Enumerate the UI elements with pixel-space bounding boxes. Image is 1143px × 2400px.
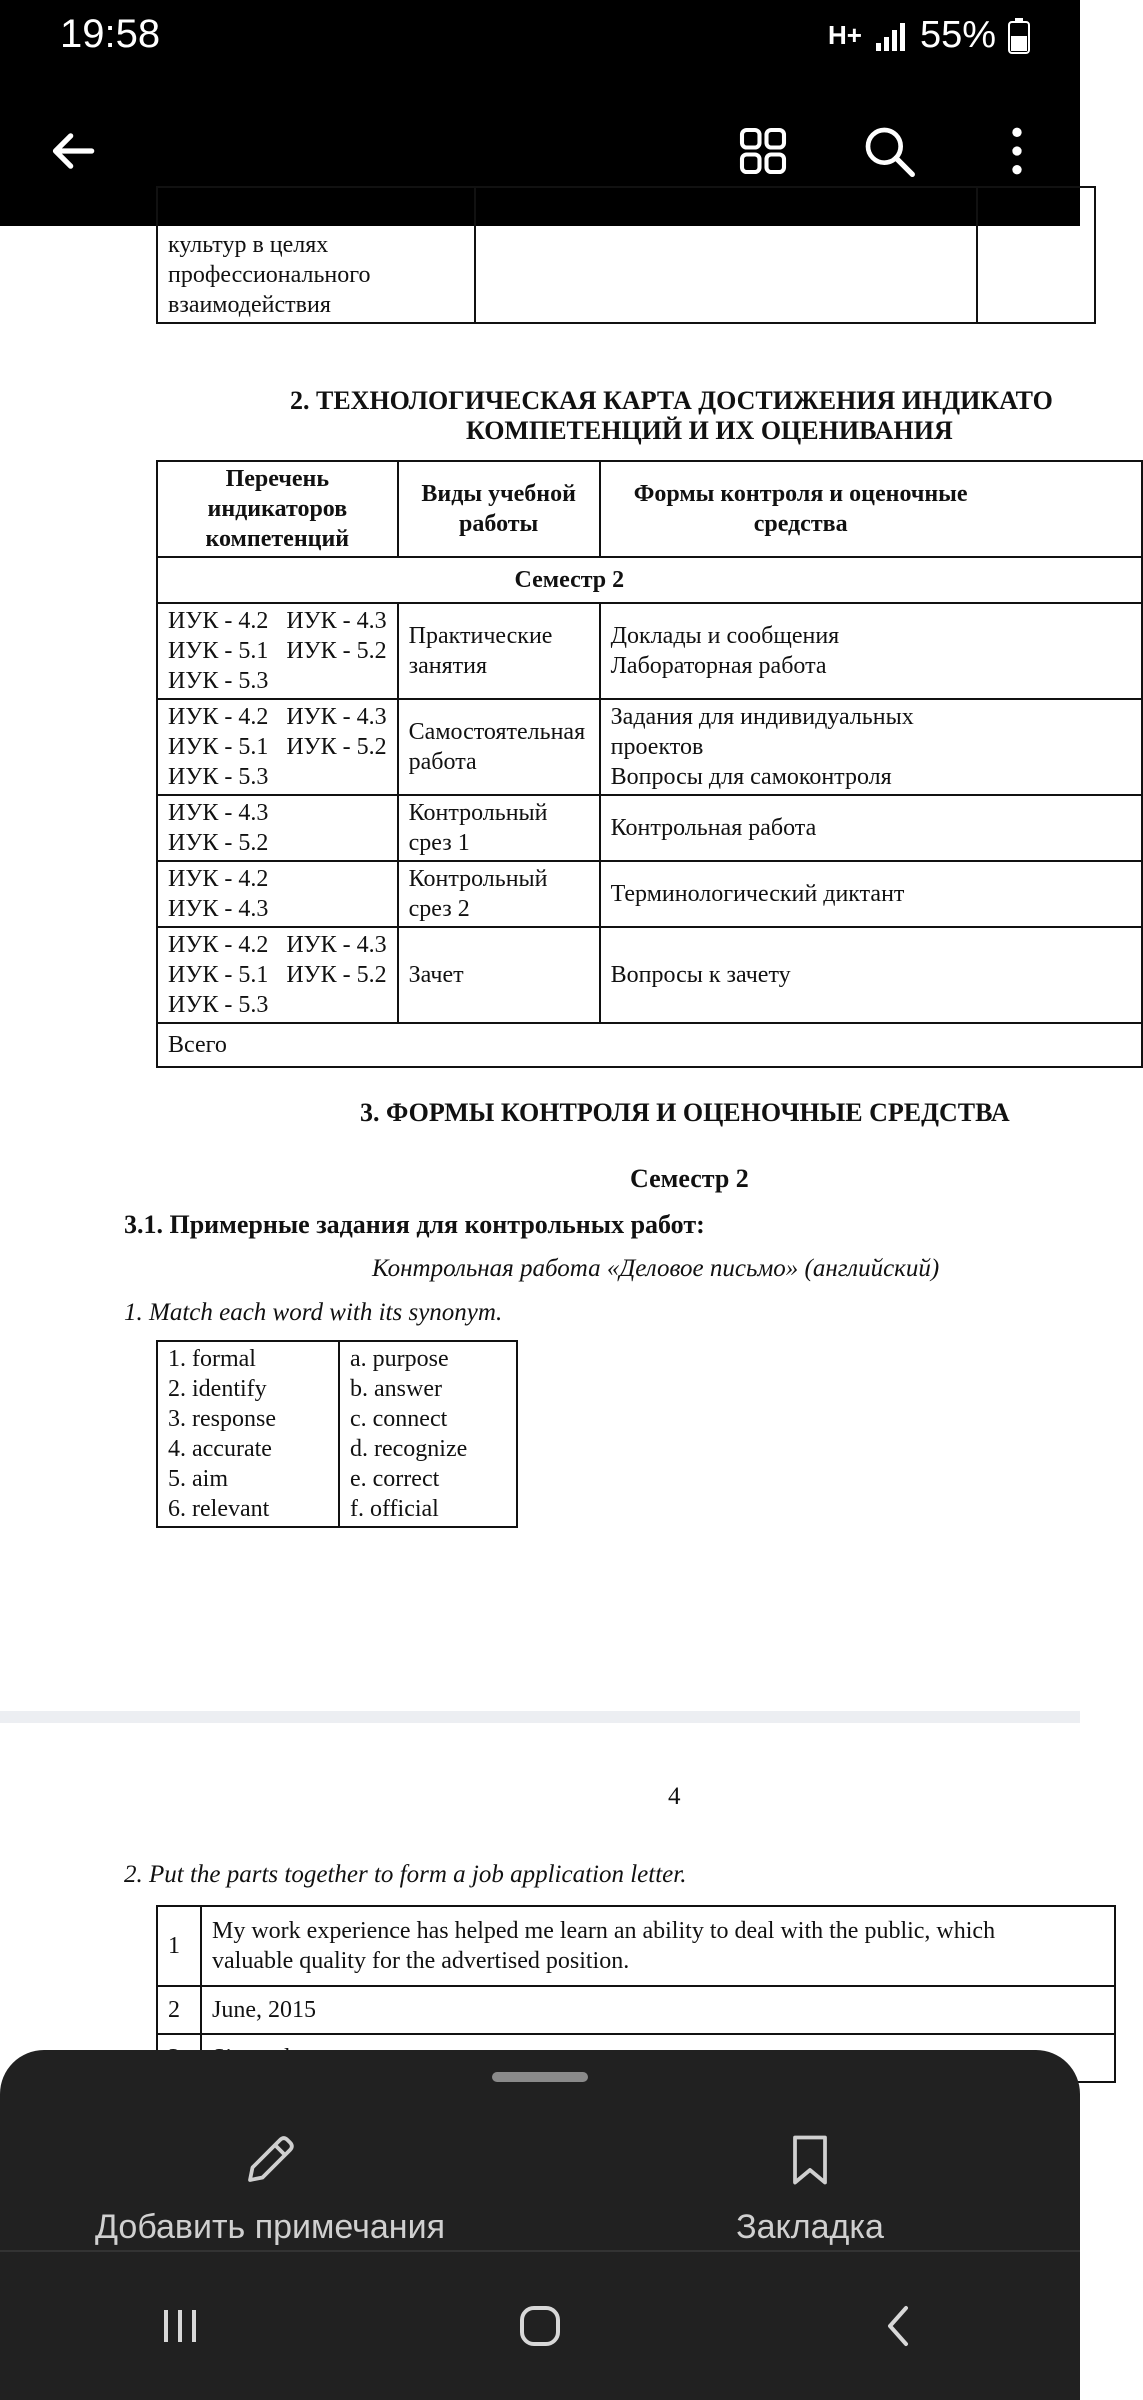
section-title: 3. ФОРМЫ КОНТРОЛЯ И ОЦЕНОЧНЫЕ СРЕДСТВА bbox=[360, 1098, 1010, 1127]
arrow-left-icon bbox=[45, 123, 101, 179]
indicators-cell: ИУК - 4.2 ИУК - 4.3 ИУК - 5.1 ИУК - 5.2 ИУК - 5.3 bbox=[157, 927, 398, 1023]
nav-back-button[interactable] bbox=[720, 2252, 1080, 2400]
table-cell bbox=[475, 187, 977, 323]
form-cell: Доклады и сообщения Лабораторная работа bbox=[600, 603, 1142, 699]
tech-map-table bbox=[156, 460, 1143, 1068]
table-row bbox=[157, 861, 1142, 927]
table-row bbox=[157, 795, 1142, 861]
work-cell: Контрольный срез 1 bbox=[398, 795, 600, 861]
header-control-forms: Формы контроля и оценочные средства bbox=[600, 461, 1142, 557]
header-indicators: Перечень индикаторов компетенций bbox=[157, 461, 398, 557]
document-page bbox=[0, 226, 1080, 1711]
more-vert-icon bbox=[989, 123, 1045, 179]
bookmark-label: Закладка bbox=[736, 2208, 884, 2246]
document-viewer[interactable] bbox=[0, 226, 1080, 2056]
cell-line: профессионального bbox=[168, 262, 371, 288]
page-separator bbox=[0, 1711, 1080, 1723]
form-cell: Вопросы к зачету bbox=[600, 927, 1142, 1023]
network-type-icon: H+ bbox=[827, 20, 862, 50]
work-cell: Контрольный срез 2 bbox=[398, 861, 600, 927]
synonyms-column: a. purpose b. answer c. connect d. recognize e. correct f. official bbox=[339, 1341, 517, 1527]
home-icon bbox=[516, 2302, 564, 2350]
table-cell bbox=[977, 187, 1095, 323]
work-cell: Самостоятельная работа bbox=[398, 699, 600, 795]
bookmark-button[interactable] bbox=[610, 2130, 1010, 2260]
page-number: 4 bbox=[668, 1783, 681, 1810]
table-cell bbox=[157, 187, 475, 323]
form-cell: Задания для индивидуальных проектов Вопросы для самоконтроля bbox=[600, 699, 1142, 795]
cell-line: взаимодействия bbox=[168, 292, 331, 318]
header-work-types: Виды учебной работы bbox=[398, 461, 600, 557]
bookmark-icon bbox=[780, 2130, 840, 2190]
semester-row: Семестр 2 bbox=[157, 557, 1142, 603]
table-row: 1 My work experience has helped me learn an ability to deal with the public, which valuable quality for the advertised position. bbox=[157, 1906, 1115, 1986]
pencil-icon bbox=[240, 2130, 300, 2190]
indicators-cell: ИУК - 4.3 ИУК - 5.2 bbox=[157, 795, 398, 861]
battery-percent: 55% bbox=[919, 14, 996, 56]
work-title: Контрольная работа «Деловое письмо» (английский) bbox=[372, 1255, 940, 1282]
battery-icon bbox=[1008, 18, 1030, 54]
table-row bbox=[157, 699, 1142, 795]
grid-icon bbox=[735, 123, 791, 179]
home-button[interactable] bbox=[360, 2252, 720, 2400]
synonym-table bbox=[156, 1340, 518, 1528]
indicators-cell: ИУК - 4.2 ИУК - 4.3 ИУК - 5.1 ИУК - 5.2 ИУК - 5.3 bbox=[157, 603, 398, 699]
table-row bbox=[157, 603, 1142, 699]
add-notes-button[interactable] bbox=[70, 2130, 470, 2260]
chevron-left-icon bbox=[876, 2302, 924, 2350]
recents-icon bbox=[156, 2302, 204, 2350]
bottom-sheet bbox=[0, 2050, 1080, 2400]
indicators-cell: ИУК - 4.2 ИУК - 4.3 ИУК - 5.1 ИУК - 5.2 ИУК - 5.3 bbox=[157, 699, 398, 795]
total-cell: Всего bbox=[157, 1023, 1142, 1067]
words-column: 1. formal 2. identify 3. response 4. accurate 5. aim 6. relevant bbox=[157, 1341, 339, 1527]
signal-icon bbox=[874, 21, 908, 51]
section-title: 2. ТЕХНОЛОГИЧЕСКАЯ КАРТА ДОСТИЖЕНИЯ ИНДИКАТО bbox=[290, 386, 1053, 415]
section-title: КОМПЕТЕНЦИЙ И ИХ ОЦЕНИВАНИЯ bbox=[466, 416, 953, 445]
work-cell: Зачет bbox=[398, 927, 600, 1023]
recents-button[interactable] bbox=[0, 2252, 360, 2400]
subsection-title: 3.1. Примерные задания для контрольных работ: bbox=[124, 1210, 705, 1239]
table-fragment bbox=[156, 186, 1096, 324]
search-icon bbox=[861, 123, 917, 179]
drag-handle[interactable] bbox=[492, 2072, 588, 2082]
table-cell: June, 2015 bbox=[201, 1986, 1115, 2034]
status-bar bbox=[0, 0, 1080, 76]
back-button[interactable] bbox=[18, 76, 128, 226]
table-cell: My work experience has helped me learn an ability to deal with the public, which valuable quality for the advertised position. bbox=[201, 1906, 1115, 1986]
navigation-bar bbox=[0, 2252, 1080, 2400]
indicators-cell: ИУК - 4.2 ИУК - 4.3 bbox=[157, 861, 398, 927]
status-time: 19:58 bbox=[60, 12, 161, 56]
task-instruction: 2. Put the parts together to form a job application letter. bbox=[124, 1861, 687, 1888]
status-icons bbox=[828, 14, 1030, 57]
task-instruction: 1. Match each word with its synonym. bbox=[124, 1299, 503, 1326]
table-row: 2 June, 2015 bbox=[157, 1986, 1115, 2034]
add-notes-label: Добавить примечания bbox=[95, 2208, 445, 2246]
form-cell: Контрольная работа bbox=[600, 795, 1142, 861]
work-cell: Практические занятия bbox=[398, 603, 600, 699]
form-cell: Терминологический диктант bbox=[600, 861, 1142, 927]
cell-line: культур в целях bbox=[168, 232, 329, 258]
table-row bbox=[157, 927, 1142, 1023]
semester-heading: Семестр 2 bbox=[630, 1164, 749, 1193]
total-row bbox=[157, 1023, 1142, 1067]
